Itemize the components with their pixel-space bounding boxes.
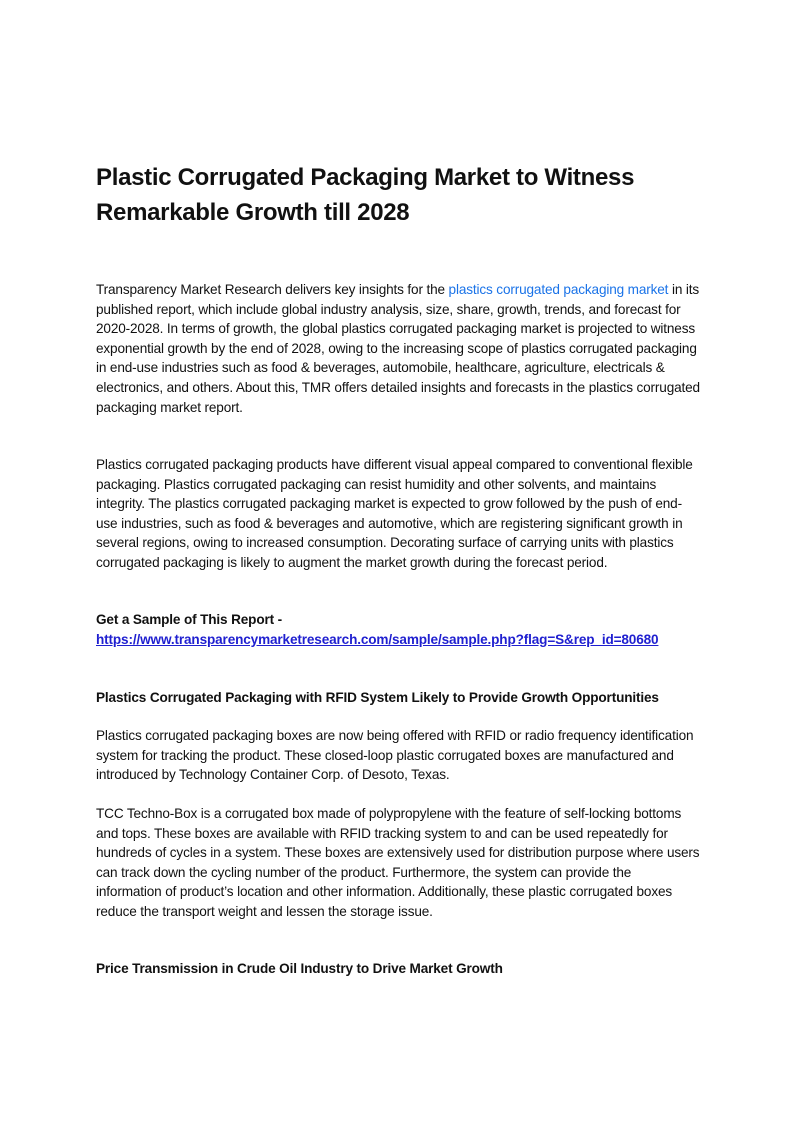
market-link[interactable]: plastics corrugated packaging market [448,282,669,297]
page-title: Plastic Corrugated Packaging Market to Witness Remarkable Growth till 2028 [96,164,635,226]
intro-text-rest: in its published report, which include global industry analysis, size, share, growth, trends, and forecast for 2020-2028. In terms of growth, the global plastics corrugated packaging market is projected to witness exponential growth by the end of 2028, owing to the increasing scope of plastics corrugated packaging in end-use industries such as food & beverages, automobile, healthcare, agriculture, electricals & electronics, and others. About this, TMR offers detailed insights and forecasts in the plastics corrugated packaging market report. [96,282,700,415]
section-heading-rfid: Plastics Corrugated Packaging with RFID System Likely to Provide Growth Opportunities [96,690,659,705]
intro-text: Transparency Market Research delivers key insights for the [96,282,449,297]
paragraph-visual-appeal: Plastics corrugated packaging products have different visual appeal compared to conventional flexible packaging. Plastics corrugated packaging can resist humidity and other solvents, and maintains integrity. The plastics corrugated packaging market is expected to grow followed by the push of end-use industries, such as food & beverages and automotive, which are registering significant growth in several regions, owing to increased consumption. Decorating surface of carrying units with plastics corrugated packaging is likely to augment the market growth during the forecast period. [96,457,693,570]
sample-label: Get a Sample of This Report - [96,612,282,627]
section-heading-crude-oil: Price Transmission in Crude Oil Industry to Drive Market Growth [96,961,503,976]
sample-section [96,610,700,649]
sample-report-link[interactable]: https://www.transparencymarketresearch.com/sample/sample.php?flag=S&rep_id=80680 [96,631,659,647]
intro-paragraph [96,280,700,417]
paragraph-techno-box: TCC Techno-Box is a corrugated box made of polypropylene with the feature of self-locking bottoms and tops. These boxes are available with RFID tracking system to and can be used repeatedly for hundreds of cycles in a system. These boxes are extensively used for distribution purpose where users can track down the cycling number of the product. Furthermore, the system can provide the information of product’s location and other information. Additionally, these plastic corrugated boxes reduce the transport weight and lessen the storage issue. [96,806,700,919]
paragraph-rfid: Plastics corrugated packaging boxes are now being offered with RFID or radio frequency identification system for tracking the product. These closed-loop plastic corrugated boxes are manufactured and introduced by Technology Container Corp. of Desoto, Texas. [96,728,694,783]
